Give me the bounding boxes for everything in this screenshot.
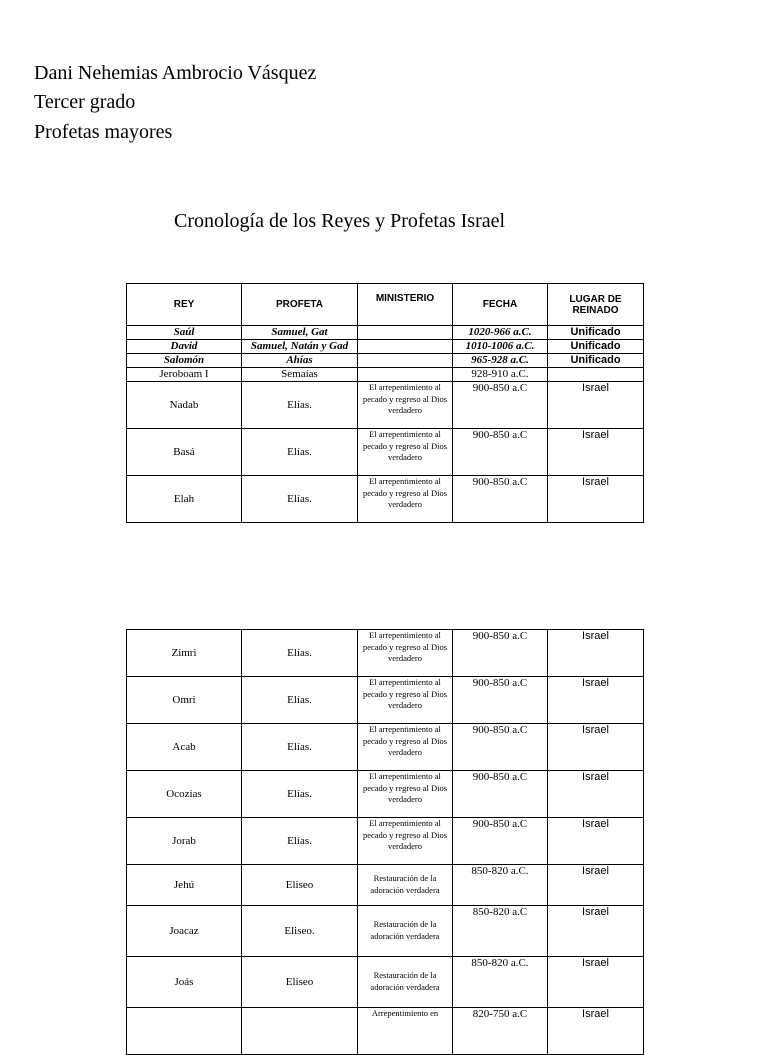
table-row (127, 1008, 644, 1055)
cell-lugar: Unificado (548, 326, 644, 340)
cell-profeta: Eliseo (242, 957, 358, 1008)
cell-rey: Salomón (127, 354, 242, 368)
col-header-rey: REY (127, 284, 242, 326)
cell-rey: Jeroboam I (127, 368, 242, 382)
cell-lugar: Unificado (548, 354, 644, 368)
cell-ministerio: El arrepentimiento al pecado y regreso al Dios verdadero (358, 724, 453, 771)
cell-ministerio: Arrepentimiento en (358, 1008, 453, 1055)
table-row (127, 818, 644, 865)
subject: Profetas mayores (34, 121, 173, 143)
cell-fecha: 1010-1006 a.C. (453, 340, 548, 354)
cell-profeta: Semaías (242, 368, 358, 382)
cell-fecha: 900-850 a.C (453, 476, 548, 523)
cell-fecha: 850-820 a.C (453, 906, 548, 957)
cell-rey (127, 1008, 242, 1055)
grade: Tercer grado (34, 91, 136, 113)
cell-lugar: Israel (548, 906, 644, 957)
table-row (127, 865, 644, 906)
table-row (127, 429, 644, 476)
table-row (127, 630, 644, 677)
col-header-ministerio: MINISTERIO (358, 284, 453, 326)
header-row (127, 284, 644, 326)
cell-profeta: Elías. (242, 382, 358, 429)
cell-fecha: 900-850 a.C (453, 818, 548, 865)
cell-profeta: Elías. (242, 677, 358, 724)
cell-ministerio: El arrepentimiento al pecado y regreso al Dios verdadero (358, 382, 453, 429)
cell-fecha: 900-850 a.C (453, 382, 548, 429)
cell-fecha: 900-850 a.C (453, 724, 548, 771)
cell-rey: Elah (127, 476, 242, 523)
cell-lugar: Israel (548, 630, 644, 677)
cell-ministerio: El arrepentimiento al pecado y regreso al Dios verdadero (358, 630, 453, 677)
cell-ministerio: El arrepentimiento al pecado y regreso al Dios verdadero (358, 677, 453, 724)
cell-rey: Jehú (127, 865, 242, 906)
cell-lugar: Unificado (548, 340, 644, 354)
cell-ministerio (358, 340, 453, 354)
cell-ministerio: Restauración de la adoración verdadera (358, 906, 453, 957)
cell-ministerio: El arrepentimiento al pecado y regreso al Dios verdadero (358, 771, 453, 818)
cell-lugar: Israel (548, 724, 644, 771)
cell-fecha: 928-910 a.C. (453, 368, 548, 382)
cell-profeta: Elías. (242, 724, 358, 771)
cell-fecha: 1020-966 a.C. (453, 326, 548, 340)
cell-rey: Saúl (127, 326, 242, 340)
cell-ministerio: El arrepentimiento al pecado y regreso al Dios verdadero (358, 476, 453, 523)
table-row (127, 382, 644, 429)
table-row (127, 326, 644, 340)
cell-lugar: Israel (548, 382, 644, 429)
cell-rey: Acab (127, 724, 242, 771)
cell-lugar: Israel (548, 818, 644, 865)
cell-profeta: Eliseo. (242, 906, 358, 957)
col-header-fecha: FECHA (453, 284, 548, 326)
cell-fecha: 900-850 a.C (453, 630, 548, 677)
cell-rey: Joacaz (127, 906, 242, 957)
cell-lugar: Israel (548, 429, 644, 476)
cell-profeta: Elías. (242, 476, 358, 523)
cell-rey: Ocozías (127, 771, 242, 818)
cell-ministerio (358, 354, 453, 368)
cell-rey: Nadab (127, 382, 242, 429)
cell-rey: Jorab (127, 818, 242, 865)
cell-fecha: 965-928 a.C. (453, 354, 548, 368)
cell-rey: David (127, 340, 242, 354)
table-row (127, 906, 644, 957)
table-row (127, 771, 644, 818)
col-header-profeta: PROFETA (242, 284, 358, 326)
cell-rey: Omri (127, 677, 242, 724)
cell-fecha: 900-850 a.C (453, 677, 548, 724)
cell-ministerio: El arrepentimiento al pecado y regreso al Dios verdadero (358, 429, 453, 476)
table-row (127, 476, 644, 523)
col-header-lugar: LUGAR DE REINADO (548, 284, 644, 326)
chronology-table-1 (126, 283, 644, 523)
cell-lugar: Israel (548, 957, 644, 1008)
cell-fecha: 850-820 a.C. (453, 865, 548, 906)
cell-profeta: Eliseo (242, 865, 358, 906)
table-row (127, 677, 644, 724)
table-row (127, 340, 644, 354)
cell-ministerio: Restauración de la adoración verdadera (358, 865, 453, 906)
cell-rey: Joás (127, 957, 242, 1008)
cell-profeta: Ahías (242, 354, 358, 368)
cell-lugar: Israel (548, 476, 644, 523)
cell-ministerio: Restauración de la adoración verdadera (358, 957, 453, 1008)
document-title: Cronología de los Reyes y Profetas Israel (174, 210, 506, 232)
cell-rey: Basá (127, 429, 242, 476)
table-row (127, 724, 644, 771)
cell-profeta: Elías. (242, 818, 358, 865)
cell-ministerio: El arrepentimiento al pecado y regreso al Dios verdadero (358, 818, 453, 865)
cell-fecha: 900-850 a.C (453, 429, 548, 476)
student-name: Dani Nehemias Ambrocio Vásquez (34, 62, 317, 84)
cell-ministerio (358, 326, 453, 340)
cell-profeta (242, 1008, 358, 1055)
cell-profeta: Elías. (242, 429, 358, 476)
cell-profeta: Samuel, Natán y Gad (242, 340, 358, 354)
cell-lugar (548, 368, 644, 382)
cell-lugar: Israel (548, 1008, 644, 1055)
cell-fecha: 820-750 a.C (453, 1008, 548, 1055)
cell-lugar: Israel (548, 865, 644, 906)
cell-profeta: Elías. (242, 630, 358, 677)
cell-profeta: Elías. (242, 771, 358, 818)
cell-fecha: 850-820 a.C. (453, 957, 548, 1008)
cell-rey: Zimri (127, 630, 242, 677)
chronology-table-2 (126, 629, 644, 1055)
cell-fecha: 900-850 a.C (453, 771, 548, 818)
cell-lugar: Israel (548, 771, 644, 818)
cell-ministerio (358, 368, 453, 382)
cell-profeta: Samuel, Gat (242, 326, 358, 340)
table-row (127, 957, 644, 1008)
cell-lugar: Israel (548, 677, 644, 724)
table-row (127, 354, 644, 368)
table-row (127, 368, 644, 382)
